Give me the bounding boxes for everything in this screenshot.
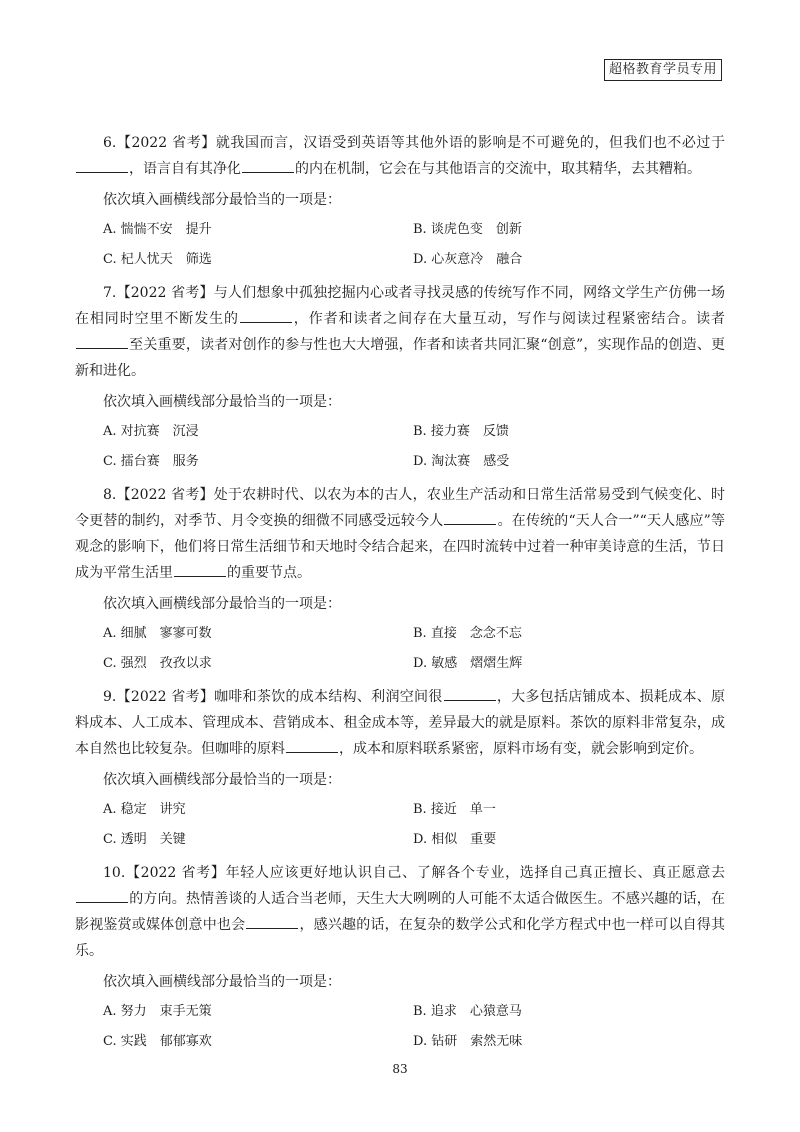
question-prompt: 依次填入画横线部分最恰当的一项是： bbox=[103, 974, 341, 990]
question-prompt: 依次填入画横线部分最恰当的一项是： bbox=[103, 394, 341, 410]
option-d[interactable]: D. 心灰意冷 融合 bbox=[413, 252, 523, 267]
fill-blank bbox=[246, 914, 298, 929]
fill-blank bbox=[286, 738, 338, 753]
stem-text: 6.【2022 省考】就我国而言，汉语受到英语等其他外语的影响是不可避免的，但我们也不必过于 bbox=[103, 135, 725, 151]
answer-options bbox=[103, 220, 725, 270]
question-stem bbox=[75, 482, 725, 586]
fill-blank bbox=[76, 888, 128, 903]
stem-text: 10.【2022 省考】年轻人应该更好地认识自己、了解各个专业，选择自己真正擅长、真正愿意去 bbox=[103, 865, 725, 881]
option-b[interactable]: B. 接近 单一 bbox=[413, 802, 496, 817]
question-7 bbox=[75, 280, 725, 472]
fill-blank bbox=[444, 510, 496, 525]
option-c[interactable]: C. 杞人忧天 筛选 bbox=[103, 252, 212, 267]
stem-text: ，作者和读者之间存在大量互动，写作与阅读过程紧密结合。读者 bbox=[292, 311, 726, 327]
option-d[interactable]: D. 钻研 索然无味 bbox=[413, 1034, 523, 1049]
option-c[interactable]: C. 强烈 孜孜以求 bbox=[103, 656, 212, 671]
stem-text: ，大多包括店铺成本、损耗成本、原料成本、人工成本、管理成本、营销成本、租金成本等，差异最大的就是原料。茶饮的原料非常复杂，成本自然也比较复杂。但咖啡的原料 bbox=[75, 689, 726, 757]
page-number: 83 bbox=[392, 1062, 408, 1076]
answer-options bbox=[103, 1002, 725, 1052]
option-d[interactable]: D. 淘汰赛 感受 bbox=[413, 454, 510, 469]
option-a[interactable]: A. 稳定 讲究 bbox=[103, 802, 186, 817]
stem-text: 8.【2022 省考】处于农耕时代、以农为本的古人，农业生产活动和日常生活常易受到气候变化、时令更替的制约，对季节、月令变换的细微不同感受远较今人 bbox=[75, 487, 725, 529]
stem-text: 至关重要，读者对创作的参与性也大大增强，作者和读者共同汇聚“创意”，实现作品的创造、更新和进化。 bbox=[75, 337, 725, 379]
option-b[interactable]: B. 直接 念念不忘 bbox=[413, 626, 522, 641]
option-a[interactable]: A. 惴惴不安 提升 bbox=[103, 222, 212, 237]
question-prompt: 依次填入画横线部分最恰当的一项是： bbox=[103, 772, 341, 788]
option-b[interactable]: B. 接力赛 反馈 bbox=[413, 424, 509, 439]
fill-blank bbox=[444, 686, 496, 701]
stem-text: 的方向。热情善谈的人适合当老师，天生大大咧咧的人可能不太适合做医生。不感兴趣的话，在影视鉴赏或媒体创意中也会 bbox=[75, 891, 725, 933]
answer-options bbox=[103, 422, 725, 472]
option-b[interactable]: B. 追求 心猿意马 bbox=[413, 1004, 522, 1019]
fill-blank bbox=[174, 562, 226, 577]
option-d[interactable]: D. 敏感 熠熠生辉 bbox=[413, 656, 523, 671]
stem-text: ，语言自有其净化 bbox=[129, 161, 241, 177]
question-stem bbox=[75, 684, 725, 762]
option-d[interactable]: D. 相似 重要 bbox=[413, 832, 497, 847]
answer-options bbox=[103, 800, 725, 850]
watermark-tag: 超格教育学员专用 bbox=[604, 59, 722, 81]
question-10 bbox=[75, 860, 725, 1052]
stem-text: ，感兴趣的话，在复杂的数学公式和化学方程式中也一样可以自得其乐。 bbox=[75, 917, 726, 959]
question-8 bbox=[75, 482, 725, 674]
question-stem bbox=[75, 280, 725, 384]
option-a[interactable]: A. 努力 束手无策 bbox=[103, 1004, 212, 1019]
question-stem bbox=[75, 130, 725, 182]
question-9 bbox=[75, 684, 725, 850]
option-c[interactable]: C. 擂台赛 服务 bbox=[103, 454, 199, 469]
question-6 bbox=[75, 130, 725, 270]
question-prompt: 依次填入画横线部分最恰当的一项是： bbox=[103, 192, 341, 208]
stem-text: 7.【2022 省考】与人们想象中孤独挖掘内心或者寻找灵感的传统写作不同，网络文学生产仿佛一场在相同时空里不断发生的 bbox=[75, 285, 725, 327]
fill-blank bbox=[76, 158, 128, 173]
fill-blank bbox=[240, 308, 292, 323]
stem-text: ，成本和原料联系紧密，原料市场有变，就会影响到定价。 bbox=[339, 741, 703, 757]
fill-blank bbox=[76, 334, 128, 349]
option-a[interactable]: A. 细腻 寥寥可数 bbox=[103, 626, 212, 641]
stem-text: 。在传统的“天人合一”“天人感应”等观念的影响下，他们将日常生活细节和天地时令结合起来，在四时流转中过着一种审美诗意的生活，节日成为平常生活里 bbox=[75, 513, 725, 581]
question-list bbox=[75, 130, 725, 1062]
stem-text: 9.【2022 省考】咖啡和茶饮的成本结构、利润空间很 bbox=[103, 689, 443, 705]
answer-options bbox=[103, 624, 725, 674]
stem-text: 的重要节点。 bbox=[227, 565, 311, 581]
option-a[interactable]: A. 对抗赛 沉浸 bbox=[103, 424, 199, 439]
option-c[interactable]: C. 透明 关键 bbox=[103, 832, 186, 847]
question-prompt: 依次填入画横线部分最恰当的一项是： bbox=[103, 596, 341, 612]
fill-blank bbox=[242, 158, 294, 173]
option-b[interactable]: B. 谈虎色变 创新 bbox=[413, 222, 522, 237]
option-c[interactable]: C. 实践 郁郁寡欢 bbox=[103, 1034, 212, 1049]
stem-text: 的内在机制，它会在与其他语言的交流中，取其精华，去其糟粕。 bbox=[295, 161, 701, 177]
question-stem bbox=[75, 860, 725, 964]
